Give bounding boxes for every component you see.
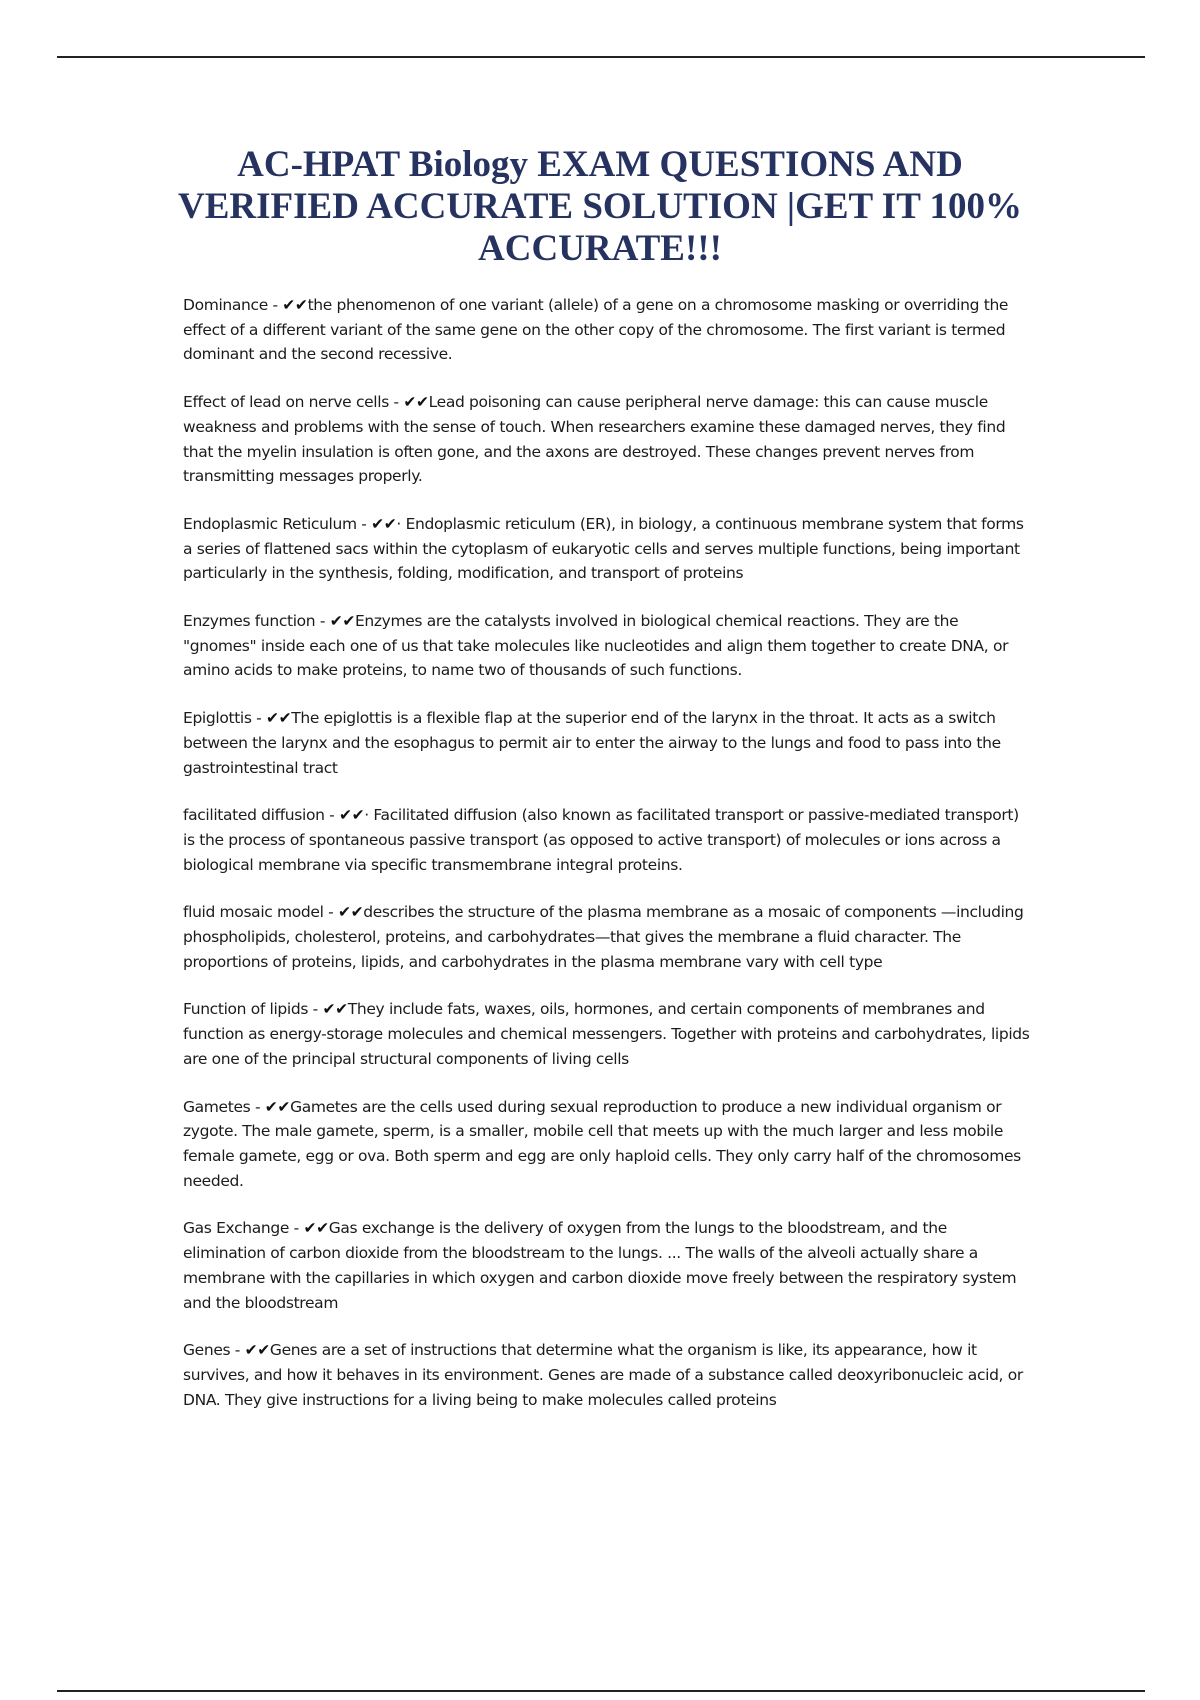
header-rule	[57, 56, 1145, 58]
entry-endoplasmic-reticulum	[183, 512, 1033, 586]
entry-enzymes-function	[183, 609, 1033, 683]
entry-term: facilitated diffusion -	[183, 806, 339, 825]
entry-definition: describes the structure of the plasma membrane as a mosaic of components —including phospholipids, cholesterol, proteins, and carbohydrates—that gives the membrane a fluid character. The proportions of proteins, lipids, and carbohydrates in the plasma membrane vary with cell type	[183, 903, 1024, 971]
entry-definition: Enzymes are the catalysts involved in biological chemical reactions. They are the "gnomes" inside each one of us that take molecules like nucleotides and align them together to create DNA, or amino acids to make proteins, to name two of thousands of such functions.	[183, 612, 1009, 680]
check-mark-icon: ✔✔	[371, 514, 397, 533]
check-mark-icon: ✔✔	[322, 1000, 348, 1019]
check-mark-icon: ✔✔	[244, 1341, 270, 1360]
entry-definition: the phenomenon of one variant (allele) of a gene on a chromosome masking or overriding the effect of a different variant of the same gene on the other copy of the chromosome. The first variant is termed dominant and the second recessive.	[183, 296, 1009, 364]
entry-gas-exchange	[183, 1216, 1033, 1315]
check-mark-icon: ✔✔	[282, 296, 308, 314]
entry-function-of-lipids	[183, 997, 1033, 1071]
entry-definition: Genes are a set of instructions that determine what the organism is like, its appearance, how it survives, and how it behaves in its environment. Genes are made of a substance called deoxyribonucleic acid, or DNA. They give instructions for a living being to make molecules called proteins	[183, 1341, 1023, 1409]
entry-fluid-mosaic-model	[183, 900, 1033, 974]
check-mark-icon: ✔✔	[303, 1219, 329, 1238]
check-mark-icon: ✔✔	[337, 903, 364, 922]
entry-term: Dominance -	[183, 296, 283, 314]
entry-definition: · Endoplasmic reticulum (ER), in biology, a continuous membrane system that forms a series of flattened sacs within the cytoplasm of eukaryotic cells and serves multiple functions, being important particularly in the synthesis, folding, modification, and transport of proteins	[183, 514, 1024, 583]
check-mark-icon: ✔✔	[403, 393, 429, 412]
entry-definition: The epiglottis is a flexible flap at the superior end of the larynx in the throat. It acts as a switch between the larynx and the esophagus to permit air to enter the airway to the lungs and food to pass into the gastrointestinal tract	[183, 709, 1001, 777]
entry-term: Effect of lead on nerve cells -	[183, 393, 404, 412]
entry-dominance	[183, 293, 1033, 367]
entry-definition: Gametes are the cells used during sexual reproduction to produce a new individual organism or zygote. The male gamete, sperm, is a smaller, mobile cell that meets up with the much larger and less mobile female gamete, egg or ova. Both sperm and egg are only haploid cells. They only carry half of the chromosomes needed.	[183, 1097, 1021, 1190]
entry-gametes	[183, 1095, 1033, 1194]
entry-term: Gametes -	[183, 1097, 265, 1116]
entry-term: Epiglottis -	[183, 709, 267, 728]
document-title: AC-HPAT Biology EXAM QUESTIONS AND VERIFIED ACCURATE SOLUTION |GET IT 100% ACCURATE!!!	[178, 144, 1022, 269]
entry-effect-of-lead	[183, 390, 1033, 489]
entry-term: Gas Exchange -	[183, 1219, 304, 1238]
entry-term: Enzymes function -	[183, 612, 330, 631]
footer-rule	[57, 1690, 1145, 1692]
entry-genes	[183, 1338, 1033, 1412]
check-mark-icon: ✔✔	[329, 612, 355, 631]
entry-definition: Gas exchange is the delivery of oxygen from the lungs to the bloodstream, and the elimination of carbon dioxide from the bloodstream to the lungs. ... The walls of the alveoli actually share a membrane with the capillaries in which oxygen and carbon dioxide move freely between the respiratory system and the bloodstream	[183, 1219, 1017, 1312]
entry-definition: · Facilitated diffusion (also known as facilitated transport or passive-mediated transport) is the process of spontaneous passive transport (as opposed to active transport) of molecules or ions across a biological membrane via specific transmembrane integral proteins.	[183, 806, 1019, 874]
entry-term: Function of lipids -	[183, 1000, 323, 1019]
entry-term: Genes -	[183, 1341, 245, 1360]
entry-term: Endoplasmic Reticulum -	[183, 514, 372, 533]
entry-facilitated-diffusion	[183, 803, 1033, 877]
entry-epiglottis	[183, 706, 1033, 780]
check-mark-icon: ✔✔	[264, 1097, 291, 1116]
check-mark-icon: ✔✔	[266, 709, 292, 728]
entry-term: fluid mosaic model -	[183, 903, 338, 922]
entry-definition: Lead poisoning can cause peripheral nerve damage: this can cause muscle weakness and problems with the sense of touch. When researchers examine these damaged nerves, they find that the myelin insulation is often gone, and the axons are destroyed. These changes prevent nerves from transmitting messages properly.	[183, 393, 1006, 486]
check-mark-icon: ✔✔	[338, 806, 365, 825]
entry-list	[183, 293, 1033, 1435]
entry-definition: They include fats, waxes, oils, hormones, and certain components of membranes and function as energy-storage molecules and chemical messengers. Together with proteins and carbohydrates, lipids are one of the principal structural components of living cells	[183, 1000, 1030, 1068]
